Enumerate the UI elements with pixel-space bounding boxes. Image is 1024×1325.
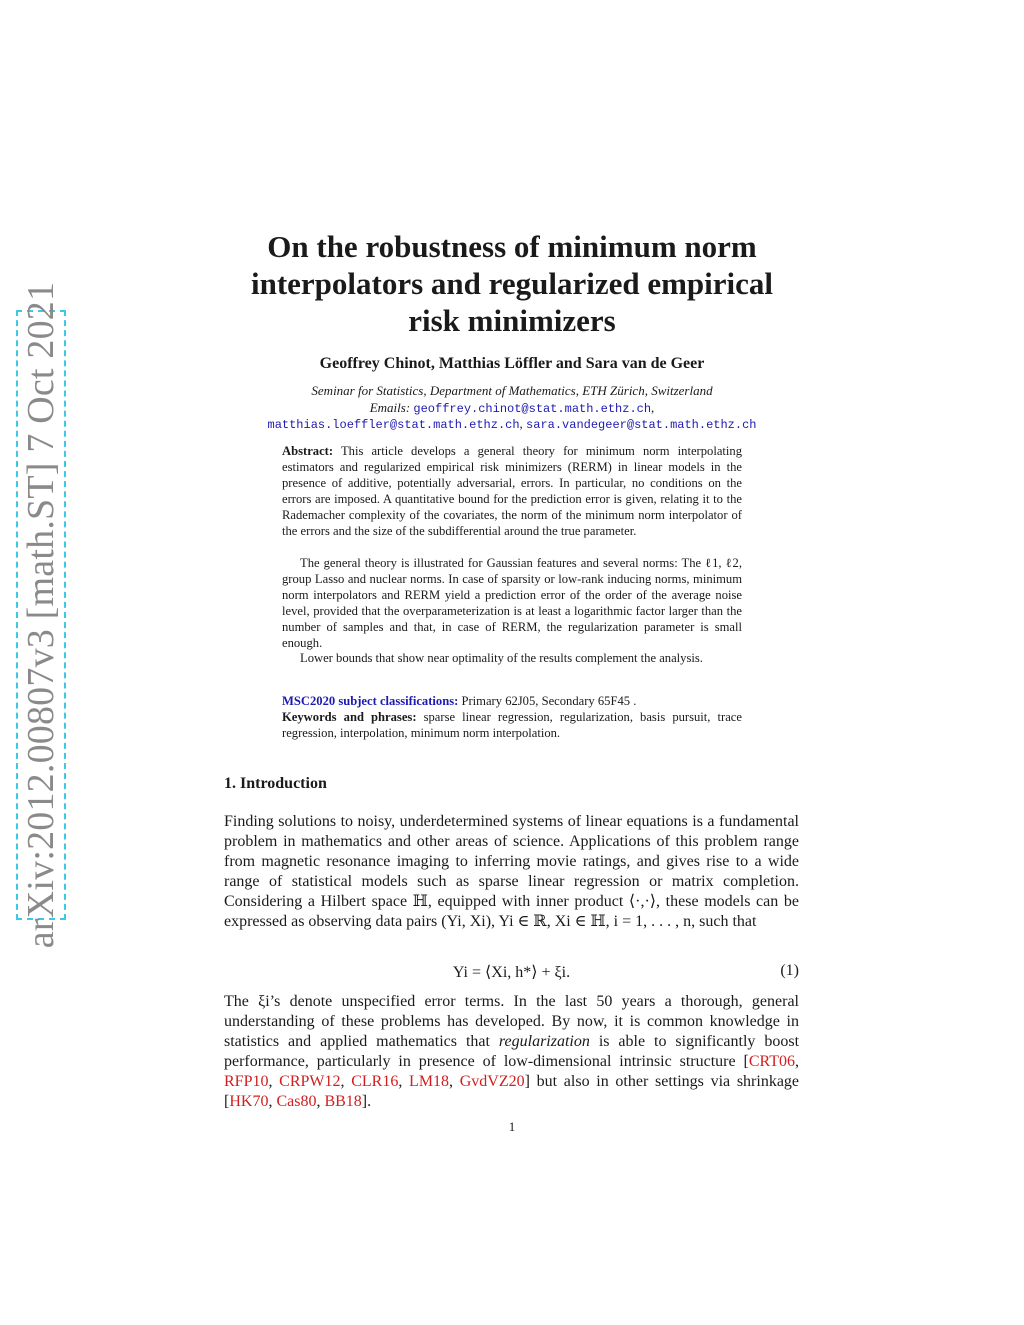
msc-label[interactable]: MSC2020 subject classifications: (282, 694, 459, 708)
para2-text-a: The ξi’s denote unspecified error terms. In the last 50 years a thorough, general understanding of these problems has developed. By now, it is common knowledge in statistics and applied mathematics that (224, 993, 799, 1050)
msc-value: Primary 62J05, Secondary 65F45 . (461, 694, 637, 708)
emails-line-2: matthias.loeffler@stat.math.ethz.ch, sara.vandegeer@stat.math.ethz.ch (267, 416, 757, 432)
emails-label: Emails: (369, 400, 411, 415)
page-number: 1 (508, 1119, 516, 1134)
citation-link[interactable]: LM18 (409, 1073, 450, 1090)
paper-title (180, 228, 844, 339)
citation-link[interactable]: CRPW12 (279, 1073, 341, 1090)
intro-paragraph-2: The ξi’s denote unspecified error terms. In the last 50 years a thorough, general understanding of these problems has developed. By now, it is common knowledge in statistics and applied mathematics that regularization is able to significantly boost performance, particularly in presence of low-dimensional intrinsic structure [CRT06, RFP10, CRPW12, CLR16, LM18, GvdVZ20] but also in other settings via shrinkage [HK70, Cas80, BB18]. (224, 993, 800, 1110)
equation-body: Yi = ⟨Xi, h*⟩ + ξi. (452, 964, 571, 981)
author-list: Geoffrey Chinot, Matthias Löffler and Sara van de Geer (319, 355, 705, 372)
title-line-3: risk minimizers (408, 303, 616, 338)
section-heading: 1. Introduction (224, 775, 327, 792)
abstract-text-1: This article develops a general theory for minimum norm interpolating estimators and regularized empirical risk minimizers (RERM) in linear models in the presence of additive, potentially adversarial, errors. In particular, no conditions on the errors are imposed. A quantitative bound for the prediction error is given, relating it to the Rademacher complexity of the covariates, the norm of the minimum norm interpolator of the errors and the size of the subdifferential around the true parameter. (282, 444, 742, 538)
citation-link[interactable]: RFP10 (224, 1073, 269, 1090)
citation-link[interactable]: HK70 (229, 1093, 269, 1110)
citation-link[interactable]: BB18 (324, 1093, 362, 1110)
abstract-label: Abstract: (282, 444, 334, 458)
arxiv-identifier: arXiv:2012.00807v3 [math.ST] 7 Oct 2021 (20, 281, 62, 949)
para2-text-b: is able to significantly boost performance, particularly in presence of low-dimensional intrinsic structure [ (224, 1033, 800, 1070)
abstract-paragraph-2: The general theory is illustrated for Gaussian features and several norms: The ℓ1, ℓ2, group Lasso and nuclear norms. In case of sparsity or low-rank inducing norms, minimum norm interpolators and RERM yield a prediction error of the order of the average noise level, provided that the overparameterization is at least a logarithmic factor larger than the number of samples and that, in case of RERM, the regularization parameter is small enough. (282, 556, 742, 650)
keywords (282, 709, 742, 741)
keywords-label: Keywords and phrases: (282, 710, 417, 724)
para2-text-d: ]. (361, 1093, 372, 1110)
para2-emphasis: regularization (498, 1033, 590, 1050)
keywords-value: sparse linear regression, regularization, basis pursuit, trace regression, interpolation, minimum norm interpolation. (282, 710, 742, 740)
email-link[interactable]: sara.vandegeer@stat.math.ethz.ch (526, 418, 757, 432)
msc-classifications (282, 693, 742, 709)
citation-link[interactable]: CLR16 (351, 1073, 399, 1090)
para2-text-c: ] but also in other settings via shrinkage [ (224, 1073, 800, 1110)
citation-link[interactable]: GvdVZ20 (459, 1073, 525, 1090)
intro-paragraph-1: Finding solutions to noisy, underdetermined systems of linear equations is a fundamental problem in mathematics and other areas of science. Applications of this problem range from magnetic resonance imaging to inferring movie ratings, and gives rise to a wide range of statistical models such as sparse linear regression or matrix completion. Considering a Hilbert space ℍ, equipped with inner product ⟨·,·⟩, these models can be expressed as observing data pairs (Yi, Xi), Yi ∈ ℝ, Xi ∈ ℍ, i = 1, . . . , n, such that (224, 813, 799, 930)
email-link[interactable]: geoffrey.chinot@stat.math.ethz.ch (413, 402, 652, 416)
abstract-paragraph-3: Lower bounds that show near optimality of the results complement the analysis. (300, 651, 703, 665)
citation-link[interactable]: Cas80 (276, 1093, 317, 1110)
emails-line-1: Emails: geoffrey.chinot@stat.math.ethz.ch, (369, 400, 655, 416)
title-line-1: On the robustness of minimum norm (267, 229, 757, 264)
arxiv-stamp (16, 281, 66, 949)
equation-number: (1) (780, 962, 799, 979)
email-link[interactable]: matthias.loeffler@stat.math.ethz.ch (267, 418, 520, 432)
title-line-2: interpolators and regularized empirical (250, 266, 774, 301)
affiliation: Seminar for Statistics, Department of Mathematics, ETH Zürich, Switzerland (311, 383, 713, 398)
abstract-paragraph-1 (282, 443, 742, 539)
citation-link[interactable]: CRT06 (748, 1053, 795, 1070)
